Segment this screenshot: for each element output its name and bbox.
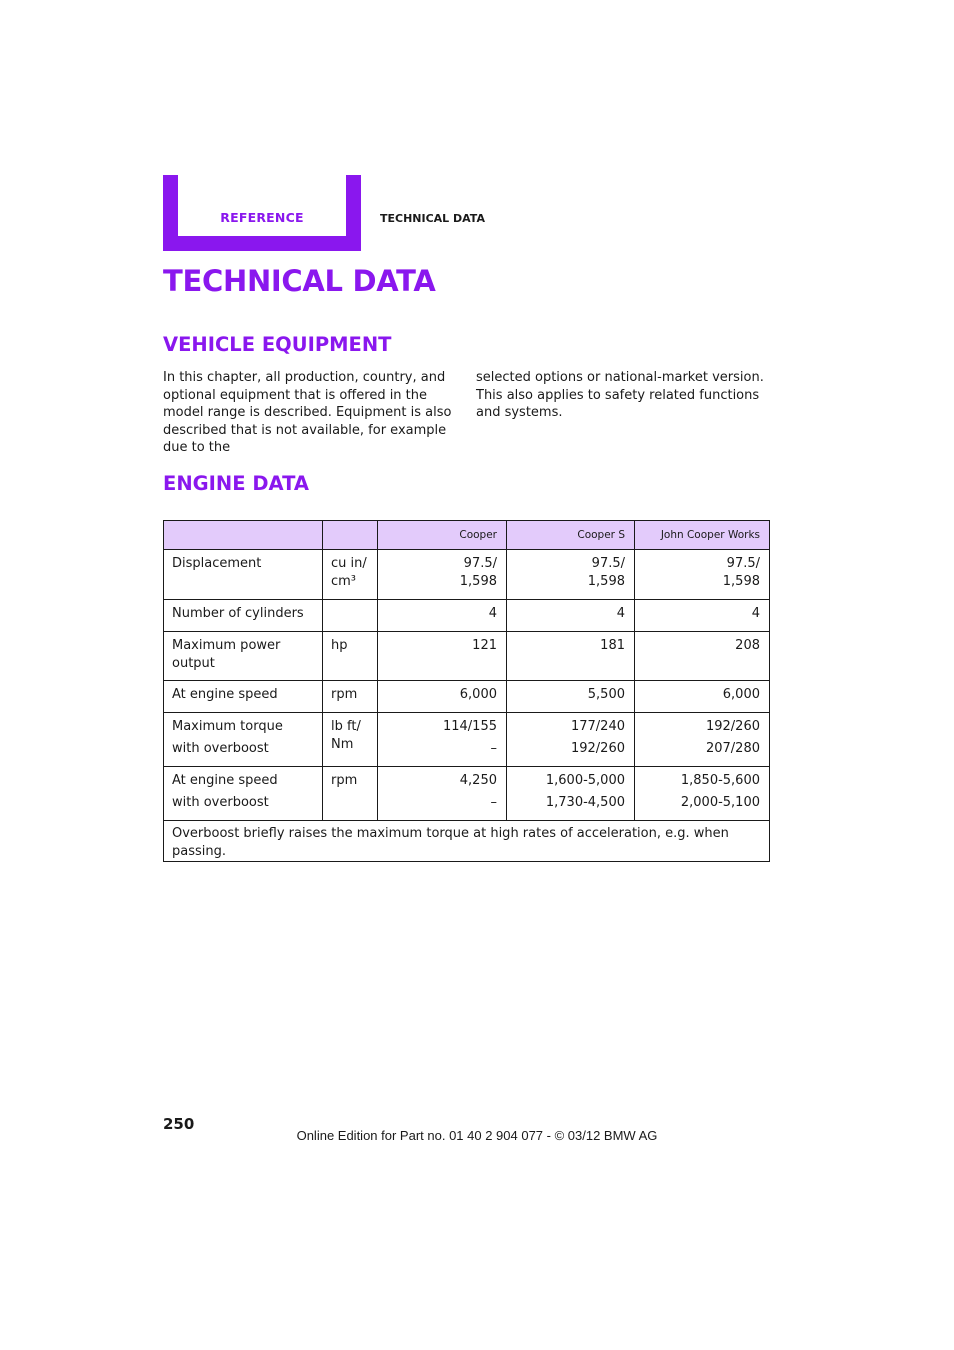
cell-value: 181 (507, 632, 635, 681)
cell-value: 177/240 192/260 (507, 713, 635, 767)
section-tab-label: REFERENCE (220, 210, 304, 225)
row-label: At engine speed (164, 681, 323, 713)
cell-value: 192/260 207/280 (635, 713, 770, 767)
cell-value: 208 (635, 632, 770, 681)
table-row (164, 767, 770, 821)
table-row (164, 550, 770, 600)
engine-data-table (163, 520, 770, 862)
column-header-cooper-s: Cooper S (507, 521, 635, 550)
row-label: Number of cylinders (164, 600, 323, 632)
cell-value: 4,250 – (378, 767, 507, 821)
edition-footer: Online Edition for Part no. 01 40 2 904 077 - © 03/12 BMW AG (296, 1128, 658, 1143)
section-tab-inner (178, 175, 346, 236)
column-header (323, 521, 378, 550)
running-header: TECHNICAL DATA (380, 212, 485, 225)
row-unit: cu in/ cm³ (323, 550, 378, 600)
cell-value: 1,600-5,000 1,730-4,500 (507, 767, 635, 821)
vehicle-equipment-text-col2: selected options or national-market version. This also applies to safety related functions and systems. (476, 370, 764, 421)
table-row (164, 632, 770, 681)
row-unit: rpm (323, 681, 378, 713)
row-label: Maximum power output (164, 632, 323, 681)
row-label: Maximum torque with overboost (164, 713, 323, 767)
cell-value: 121 (378, 632, 507, 681)
table-row (164, 713, 770, 767)
row-unit: hp (323, 632, 378, 681)
cell-value: 1,850-5,600 2,000-5,100 (635, 767, 770, 821)
column-header (164, 521, 323, 550)
table-row (164, 681, 770, 713)
table-note: Overboost briefly raises the maximum torque at high rates of acceleration, e.g. when passing. (164, 821, 770, 862)
row-label: At engine speed with overboost (164, 767, 323, 821)
column-header-jcw: John Cooper Works (635, 521, 770, 550)
vehicle-equipment-heading: VEHICLE EQUIPMENT (163, 333, 392, 356)
cell-value: 6,000 (378, 681, 507, 713)
table-row (164, 600, 770, 632)
cell-value: 97.5/ 1,598 (635, 550, 770, 600)
page-number: 250 (163, 1115, 195, 1133)
cell-value: 4 (378, 600, 507, 632)
column-header-cooper: Cooper (378, 521, 507, 550)
table-note-row (164, 821, 770, 862)
engine-data-heading: ENGINE DATA (163, 472, 309, 495)
page-title: TECHNICAL DATA (163, 264, 436, 298)
cell-value: 4 (507, 600, 635, 632)
cell-value: 4 (635, 600, 770, 632)
table-header-row (164, 521, 770, 550)
row-unit: rpm (323, 767, 378, 821)
row-label: Displacement (164, 550, 323, 600)
row-unit (323, 600, 378, 632)
vehicle-equipment-text-col1: In this chapter, all production, country, and optional equipment that is offered in the model range is described. Equipment is also described that is not available, for example due to the (163, 370, 452, 456)
cell-value: 6,000 (635, 681, 770, 713)
cell-value: 97.5/ 1,598 (378, 550, 507, 600)
cell-value: 114/155 – (378, 713, 507, 767)
cell-value: 97.5/ 1,598 (507, 550, 635, 600)
cell-value: 5,500 (507, 681, 635, 713)
row-unit: lb ft/ Nm (323, 713, 378, 767)
